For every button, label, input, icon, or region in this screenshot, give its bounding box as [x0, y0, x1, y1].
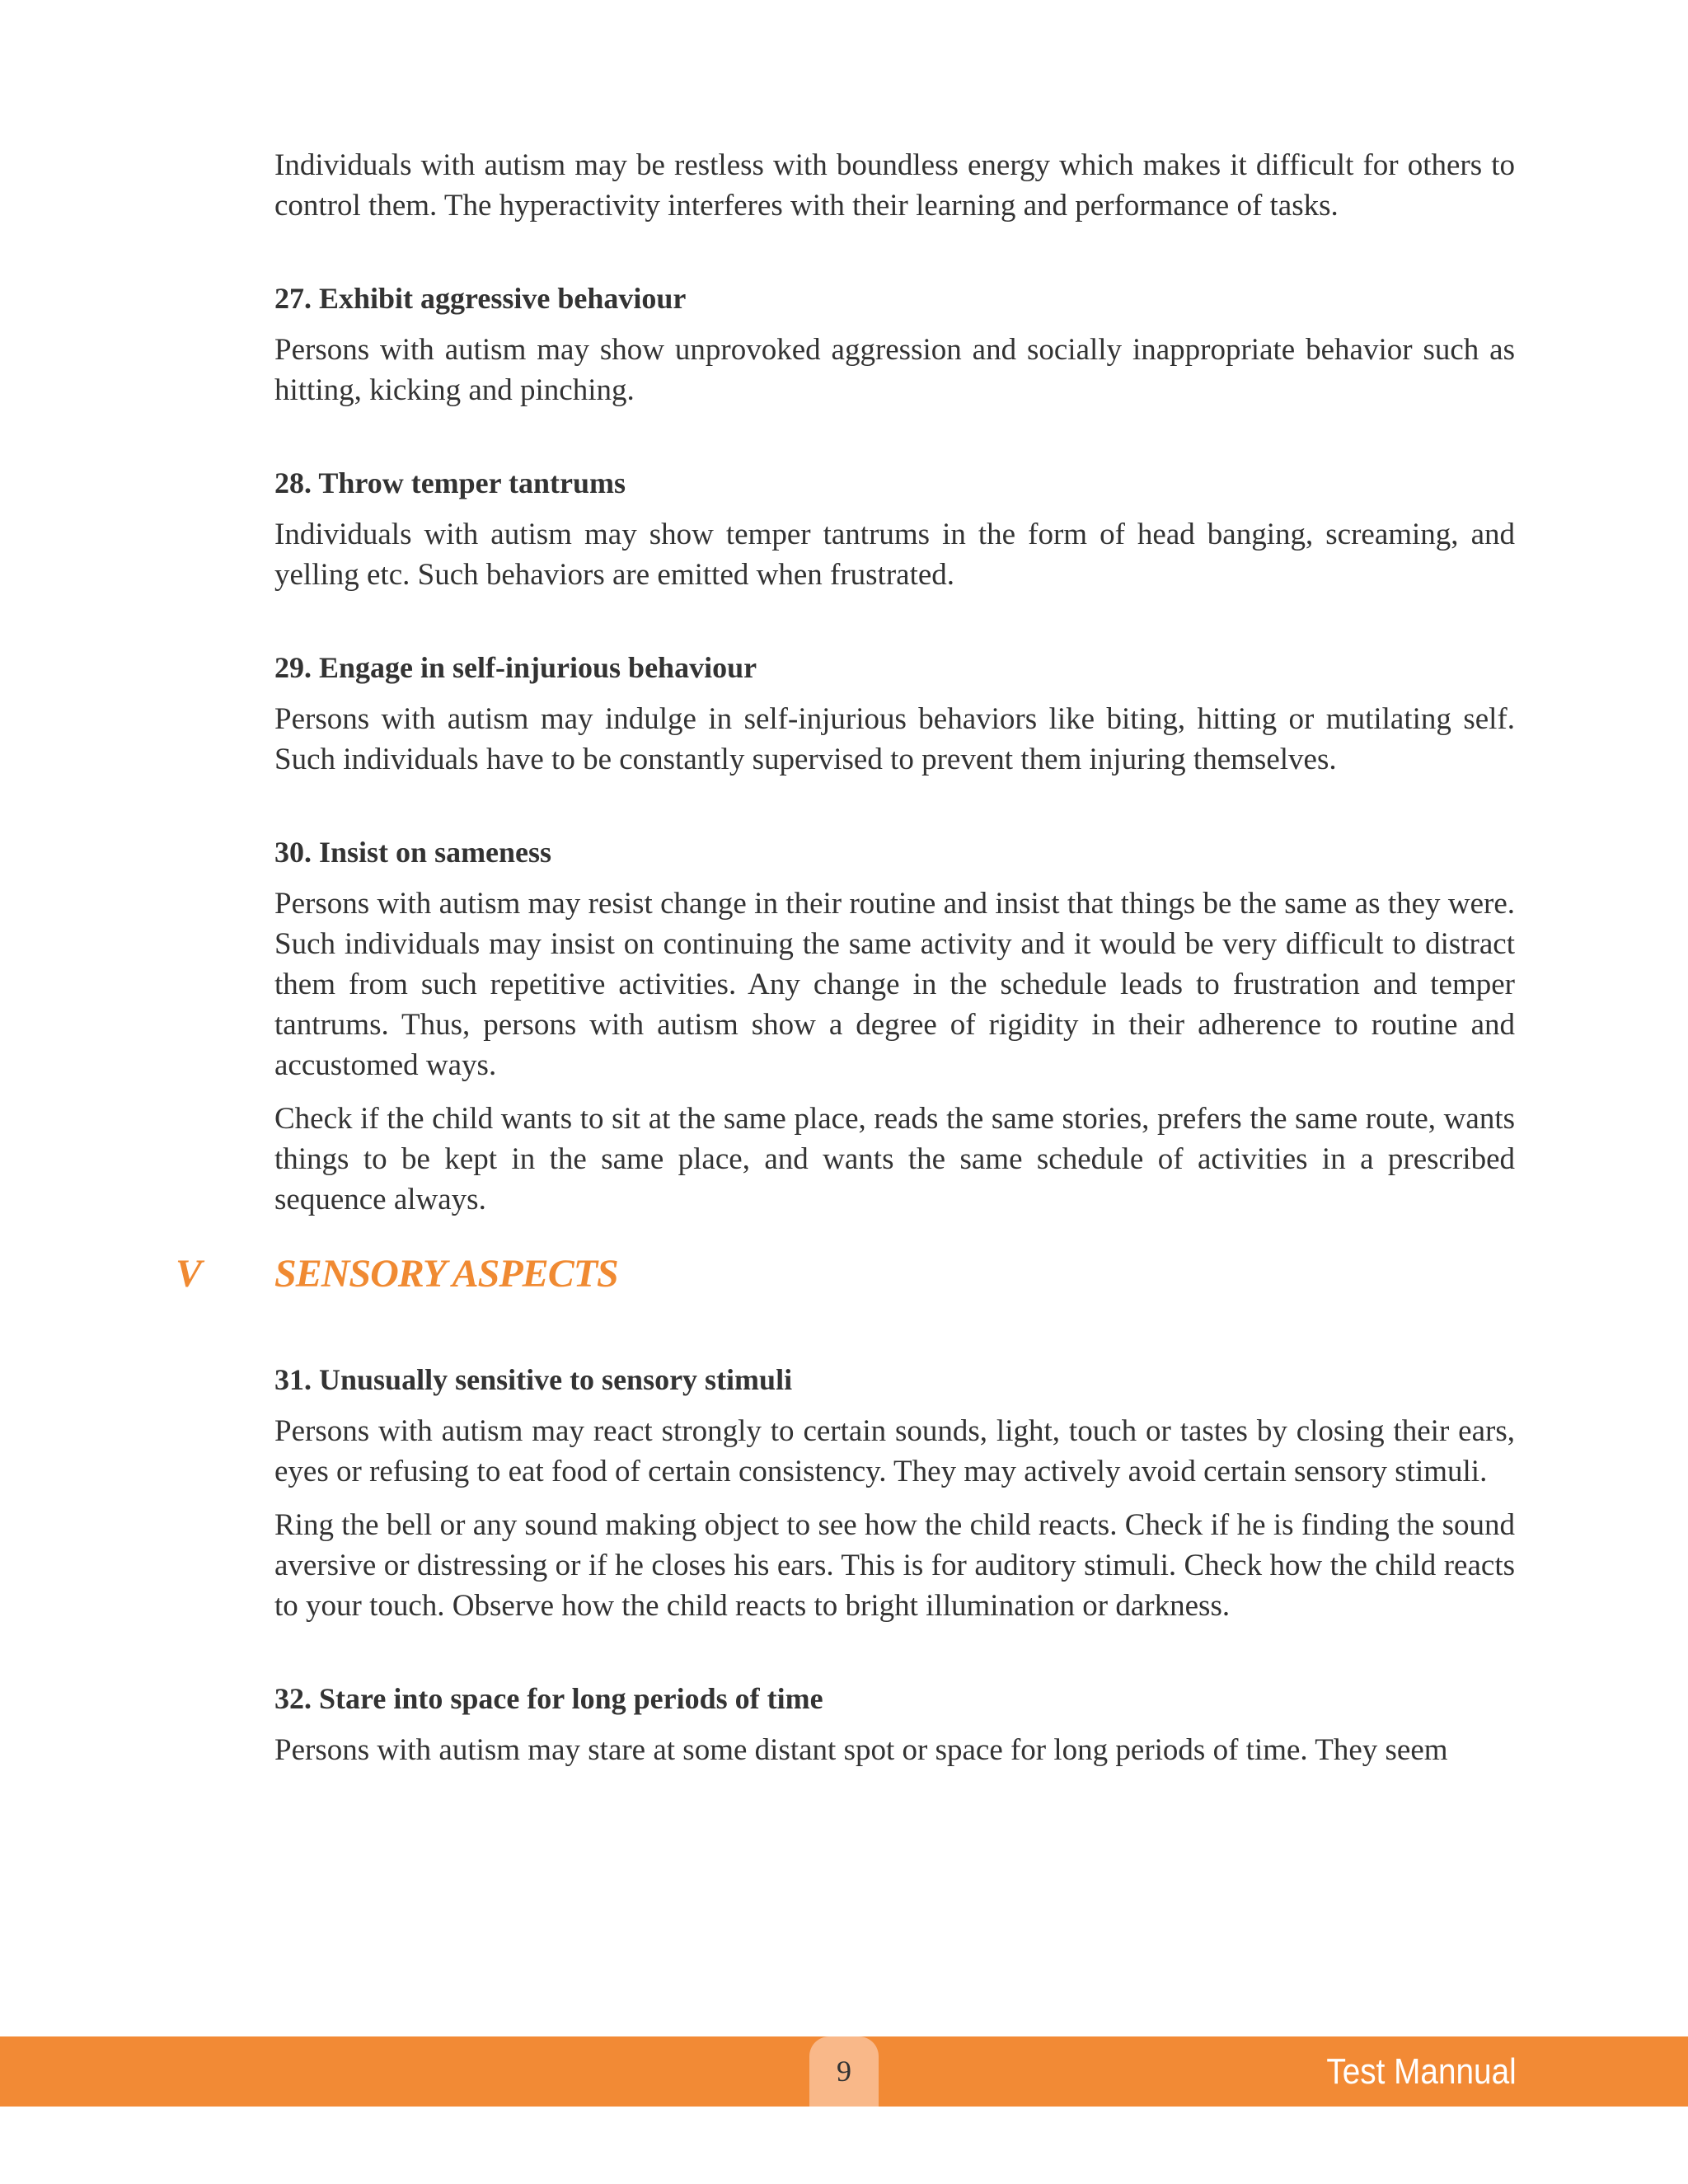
item-paragraph: Persons with autism may stare at some distant spot or space for long periods of time. They seem [274, 1733, 1448, 1767]
item-paragraph: Persons with autism may show unprovoked aggression and socially inappropriate behavior such as hitting, kicking and pinching. [274, 333, 1515, 407]
item-heading: 32. Stare into space for long periods of time [274, 1682, 823, 1715]
list-item [274, 832, 1515, 1220]
item-paragraph: Persons with autism may react strongly to certain sounds, light, touch or tastes by closing their ears, eyes or refusing to eat food of certain consistency. They may actively avoid certain sensory stimuli. [274, 1414, 1515, 1488]
item-heading: 31. Unusually sensitive to sensory stimuli [274, 1363, 793, 1396]
item-heading: 30. Insist on sameness [274, 836, 552, 869]
item-heading: 27. Exhibit aggressive behaviour [274, 282, 687, 315]
section-title: SENSORY ASPECTS [274, 1252, 618, 1296]
item-paragraph: Ring the bell or any sound making object to see how the child reacts. Check if he is finding the sound aversive or distressing or if he closes his ears. This is for auditory stimuli. Check how the child reacts to your touch. Observe how the child reacts to bright illumination or darkness. [274, 1508, 1515, 1623]
item-paragraph: Check if the child wants to sit at the same place, reads the same stories, prefers the same route, wants things to be kept in the same place, and wants the same schedule of activities in a prescribed sequence always. [274, 1102, 1515, 1216]
item-paragraph: Persons with autism may indulge in self-injurious behaviors like biting, hitting or mutilating self. Such individuals have to be constantly supervised to prevent them injuring themselves. [274, 702, 1515, 776]
intro-paragraph: Individuals with autism may be restless with boundless energy which makes it difficult for others to control them. The hyperactivity interferes with their learning and performance of tasks. [274, 148, 1515, 223]
section-number: V [176, 1252, 203, 1296]
item-paragraph: Persons with autism may resist change in their routine and insist that things be the same as they were. Such individuals may insist on continuing the same activity and it would be very difficult to distract them from such repetitive activities. Any change in the schedule leads to frustration and temper tantrums. Thus, persons with autism show a degree of rigidity in their adherence to routine and accustomed ways. [274, 887, 1515, 1082]
item-heading: 29. Engage in self-injurious behaviour [274, 651, 757, 684]
section-heading [176, 1249, 1515, 1299]
list-item [274, 1360, 1515, 1626]
list-item [274, 648, 1515, 780]
page-content [176, 145, 1515, 1770]
list-item [274, 463, 1515, 595]
item-heading: 28. Throw temper tantrums [274, 466, 626, 499]
list-item [274, 1679, 1515, 1770]
list-item [274, 279, 1515, 410]
item-paragraph: Individuals with autism may show temper tantrums in the form of head banging, screaming, and yelling etc. Such behaviors are emitted when frustrated. [274, 518, 1515, 592]
footer-title: Test Mannual [1326, 2051, 1517, 2092]
page-number: 9 [809, 2036, 879, 2107]
